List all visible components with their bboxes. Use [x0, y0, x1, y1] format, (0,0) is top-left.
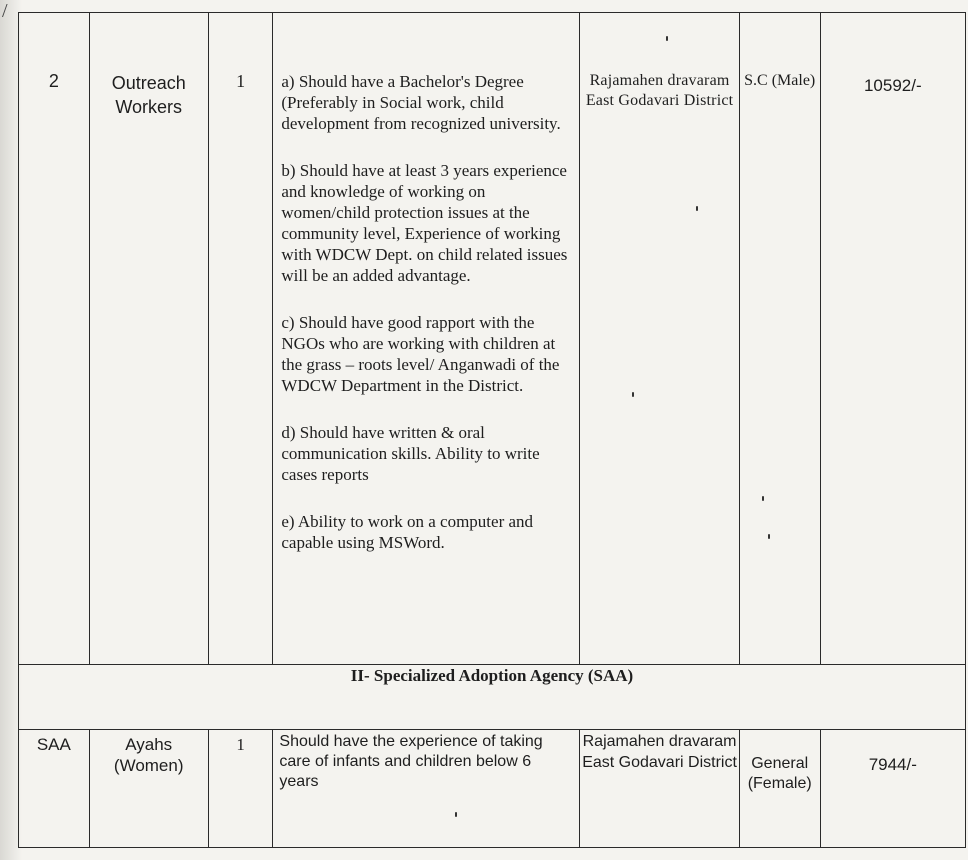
qualification-a: a) Should have a Bachelor's Degree (Preferably in Social work, child development from recognized university.: [281, 72, 561, 133]
reservation-category: S.C (Male): [739, 13, 820, 665]
corner-pen-mark: /: [2, 0, 8, 22]
qualification-b: b) Should have at least 3 years experience and knowledge of working on women/child protection issues at the community level, Experience of working with WDCW Dept. on child related issues will be an added advantage.: [281, 161, 568, 285]
ink-speck: [696, 206, 698, 211]
table-row-ayahs: [19, 730, 966, 848]
ink-speck: [632, 392, 634, 397]
location: Rajamahen dravaram East Godavari District: [580, 13, 740, 665]
post-name: Ayahs (Women): [89, 730, 208, 848]
qualification-e: e) Ability to work on a computer and capable using MSWord.: [281, 512, 534, 552]
serial-number: 2: [19, 13, 90, 665]
post-name: Outreach Workers: [89, 13, 208, 665]
salary: 10592/-: [820, 13, 965, 665]
recruitment-table: [18, 12, 966, 848]
salary: 7944/-: [820, 730, 965, 848]
section-heading: II- Specialized Adoption Agency (SAA): [19, 665, 966, 730]
reservation-category: General (Female): [739, 730, 820, 848]
qualification: Should have the experience of taking care of infants and children below 6 years: [273, 730, 580, 848]
vacancy-count: 1: [208, 13, 273, 665]
qualifications-cell: [273, 13, 580, 665]
location: Rajamahen dravaram East Godavari District: [580, 730, 740, 848]
qualification-c: c) Should have good rapport with the NGOs who are working with children at the grass – roots level/ Anganwadi of the WDCW Department in the District.: [281, 313, 560, 395]
ink-speck: [762, 496, 764, 501]
ink-speck: [455, 812, 457, 817]
ink-speck: [768, 534, 770, 539]
vacancy-count: 1: [208, 730, 273, 848]
table-row-outreach-workers: [19, 13, 966, 665]
agency-code: SAA: [19, 730, 90, 848]
qualification-d: d) Should have written & oral communication skills. Ability to write cases reports: [281, 423, 540, 484]
ink-speck: [666, 36, 668, 41]
section-heading-row: [19, 665, 966, 730]
